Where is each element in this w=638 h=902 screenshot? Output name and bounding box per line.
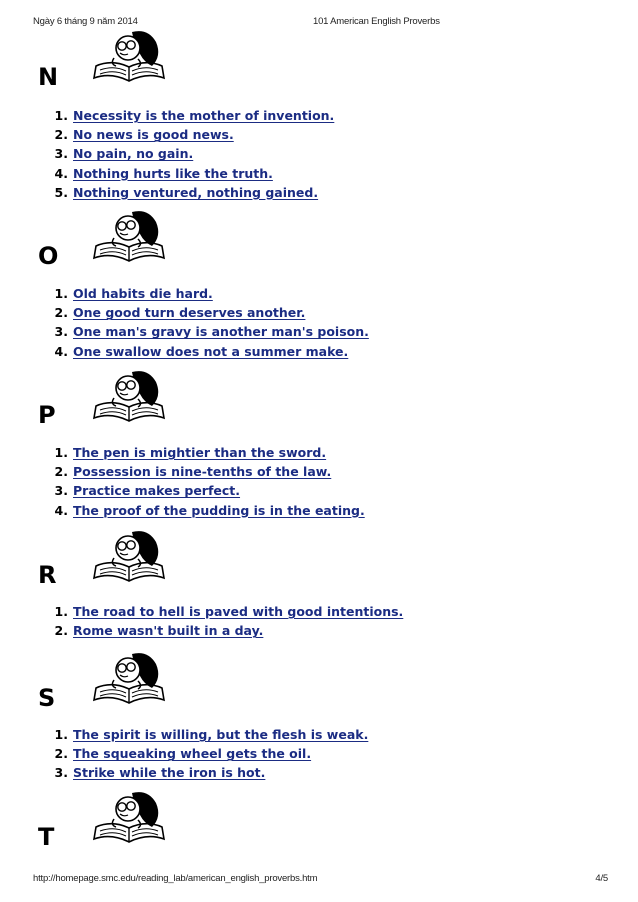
reader-with-book-icon [90,26,168,86]
proverb-link[interactable]: Necessity is the mother of invention. [73,108,335,123]
section-letter: S [38,684,56,712]
proverb-link[interactable]: One man's gravy is another man's poison. [73,324,369,340]
proverb-link[interactable]: The squeaking wheel gets the oil. [73,746,312,762]
section-letter: T [38,823,55,851]
reader-with-book-icon [90,526,168,586]
proverb-link[interactable]: One swallow does not a summer make. [73,343,349,359]
item-number: 4. [54,502,68,518]
item-number: 4. [54,343,68,359]
item-number: 4. [54,165,68,181]
proverb-link[interactable]: One good turn deserves another. [73,305,306,321]
proverb-link[interactable]: Nothing ventured, nothing gained. [73,184,319,200]
footer-url: http://homepage.smc.edu/reading_lab/american_english_proverbs.htm [33,873,318,884]
item-number: 3. [54,146,68,162]
item-number: 1. [54,286,68,301]
proverb-link[interactable]: No pain, no gain. [73,146,194,162]
reader-with-book-icon [90,366,168,426]
section-letter: P [38,401,56,429]
proverb-link[interactable]: The pen is mightier than the sword. [73,445,327,460]
reader-with-book-icon [90,648,168,708]
proverb-link[interactable]: Practice makes perfect. [73,483,241,499]
footer-page-number: 4/5 [595,873,608,884]
proverb-link[interactable]: Rome wasn't built in a day. [73,623,264,639]
item-number: 1. [54,727,68,742]
header-title: 101 American English Proverbs [313,16,440,27]
proverb-link[interactable]: Nothing hurts like the truth. [73,165,273,181]
proverb-link[interactable]: No news is good news. [73,127,234,143]
item-number: 2. [54,305,68,321]
item-number: 1. [54,445,68,460]
reader-with-book-icon [90,206,168,266]
header-date: Ngày 6 tháng 9 năm 2014 [33,16,138,27]
section-letter: R [38,561,57,589]
section-letter: O [38,242,59,270]
item-number: 2. [54,623,68,639]
proverb-link[interactable]: Possession is nine-tenths of the law. [73,464,332,480]
proverb-link[interactable]: Strike while the iron is hot. [73,765,266,781]
item-number: 2. [54,464,68,480]
item-number: 3. [54,765,68,781]
proverb-link[interactable]: Old habits die hard. [73,286,213,301]
reader-with-book-icon [90,787,168,847]
section-letter: N [38,63,59,91]
item-number: 2. [54,127,68,143]
item-number: 2. [54,746,68,762]
item-number: 1. [54,604,68,619]
proverb-link[interactable]: The spirit is willing, but the flesh is weak. [73,727,369,742]
item-number: 5. [54,184,68,200]
proverb-link[interactable]: The proof of the pudding is in the eating. [73,502,365,518]
proverb-link[interactable]: The road to hell is paved with good intentions. [73,604,404,619]
item-number: 3. [54,324,68,340]
item-number: 1. [54,108,68,123]
item-number: 3. [54,483,68,499]
